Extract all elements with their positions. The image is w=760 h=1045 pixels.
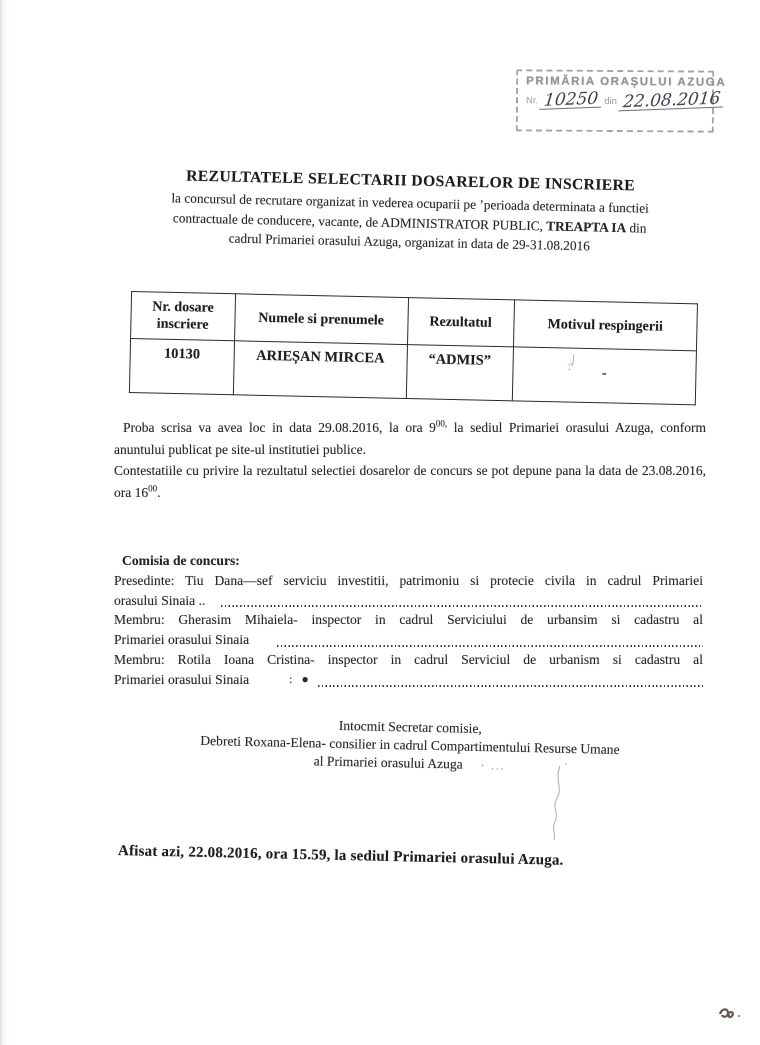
- document-subtitle: [113, 187, 706, 259]
- commission-heading: Comisia de concurs:: [122, 553, 240, 568]
- member1-line-1: Membru: Gherasim Mihaiela- inspector in cadrul Serviciului de urbansim si cadastru al: [114, 612, 703, 628]
- header-dossier-number: Nr. dosare inscriere: [131, 292, 236, 341]
- registration-stamp: [516, 69, 727, 132]
- subtitle-line-1: la concursul de recrutare organizat in vederea ocuparii pe ’perioada determinata a functiei: [171, 190, 649, 216]
- table-row: [129, 339, 696, 405]
- commission-section: [114, 551, 703, 690]
- cell-rejection-reason: -: [512, 347, 697, 405]
- pen-squiggle-artifact: [540, 762, 576, 842]
- stamp-organization-name: PRIMĂRIA ORAȘULUI AZUGA: [526, 75, 727, 89]
- posted-date-line: Afisat azi, 22.08.2016, ora 15.59, la sediul Primariei orasului Azuga.: [117, 843, 564, 869]
- secretary-line-1: Intocmit Secretar comisie,: [338, 717, 483, 737]
- stamp-nr-label: Nr.: [525, 95, 539, 107]
- document-title: REZULTATELE SELECTARII DOSARELOR DE INSCRIERE: [185, 167, 636, 195]
- results-table: [129, 291, 698, 405]
- president-line-1: Presedinte: Tiu Dana—sef serviciu investitii, patrimoniu si protecie civila in cadrul Primariei: [114, 572, 703, 588]
- president-line-2: orasului Sinaia ..: [114, 591, 703, 611]
- corner-ink-smudge-artifact: [714, 1000, 748, 1030]
- title-block: [113, 166, 707, 259]
- member2-line-2: Primariei orasului Sinaia : ●: [114, 670, 703, 690]
- dotted-leader: [277, 645, 703, 647]
- dotted-leader: [221, 605, 703, 607]
- secretary-block: [113, 712, 706, 780]
- stamp-din-label: din: [604, 95, 617, 108]
- member1-line-2: Primariei orasului Sinaia: [114, 630, 703, 650]
- stamp-handwritten-number: 10250: [539, 91, 603, 110]
- cell-result: “ADMIS”: [406, 345, 513, 401]
- subtitle-line-2: contractuale de conducere, vacante, de ADMINISTRATOR PUBLIC, TREAPTA IA din: [172, 209, 647, 236]
- dotted-leader: [318, 685, 703, 687]
- paragraph-written-exam: Proba scrisa va avea loc in data 29.08.2016, la ora $9^{00,}$ la sediul Primariei orasului Azuga, conform anuntului publicat pe site-ul institutiei publice.: [114, 418, 706, 457]
- faint-dots-artifact: · ...: [480, 759, 506, 773]
- member2-line-1: Membru: Rotila Ioana Cristina- inspector in cadrul Serviciul de urbanism si cadastru al: [114, 651, 703, 667]
- pencil-mark-artifact: [565, 353, 591, 374]
- header-result: Rezultatul: [407, 298, 514, 347]
- subtitle-bold-grade: TREAPTA IA: [546, 218, 627, 235]
- secretary-line-2: Debreti Roxana-Elena- consilier in cadrul Compartimentului Resurse Umane: [200, 732, 620, 757]
- body-text: [114, 417, 706, 503]
- stamp-handwritten-date: 22.08.2016: [618, 90, 725, 111]
- secretary-line-3: al Primariei orasului Azuga · ...: [313, 752, 506, 773]
- cell-dossier-number: 10130: [129, 339, 234, 395]
- paragraph-contestations: Contestatiile cu privire la rezultatul selectiei dosarelor de concurs se pot depune pana la data de 23.08.2016, ora $16^{00}$.: [114, 463, 706, 500]
- header-rejection-reason: Motivul respingerii: [513, 300, 697, 351]
- ink-dot-artifact: : ●: [289, 671, 312, 686]
- stamp-number-line: [525, 88, 722, 113]
- subtitle-line-3: cadrul Primariei orasului Azuga, organizat in data de 29-31.08.2016: [228, 230, 591, 254]
- header-name: Numele si prenumele: [234, 294, 408, 345]
- superscript-hour: 00,: [435, 418, 448, 429]
- superscript-hour: 00: [148, 483, 158, 493]
- cell-candidate-name: ARIEȘAN MIRCEA: [233, 341, 407, 399]
